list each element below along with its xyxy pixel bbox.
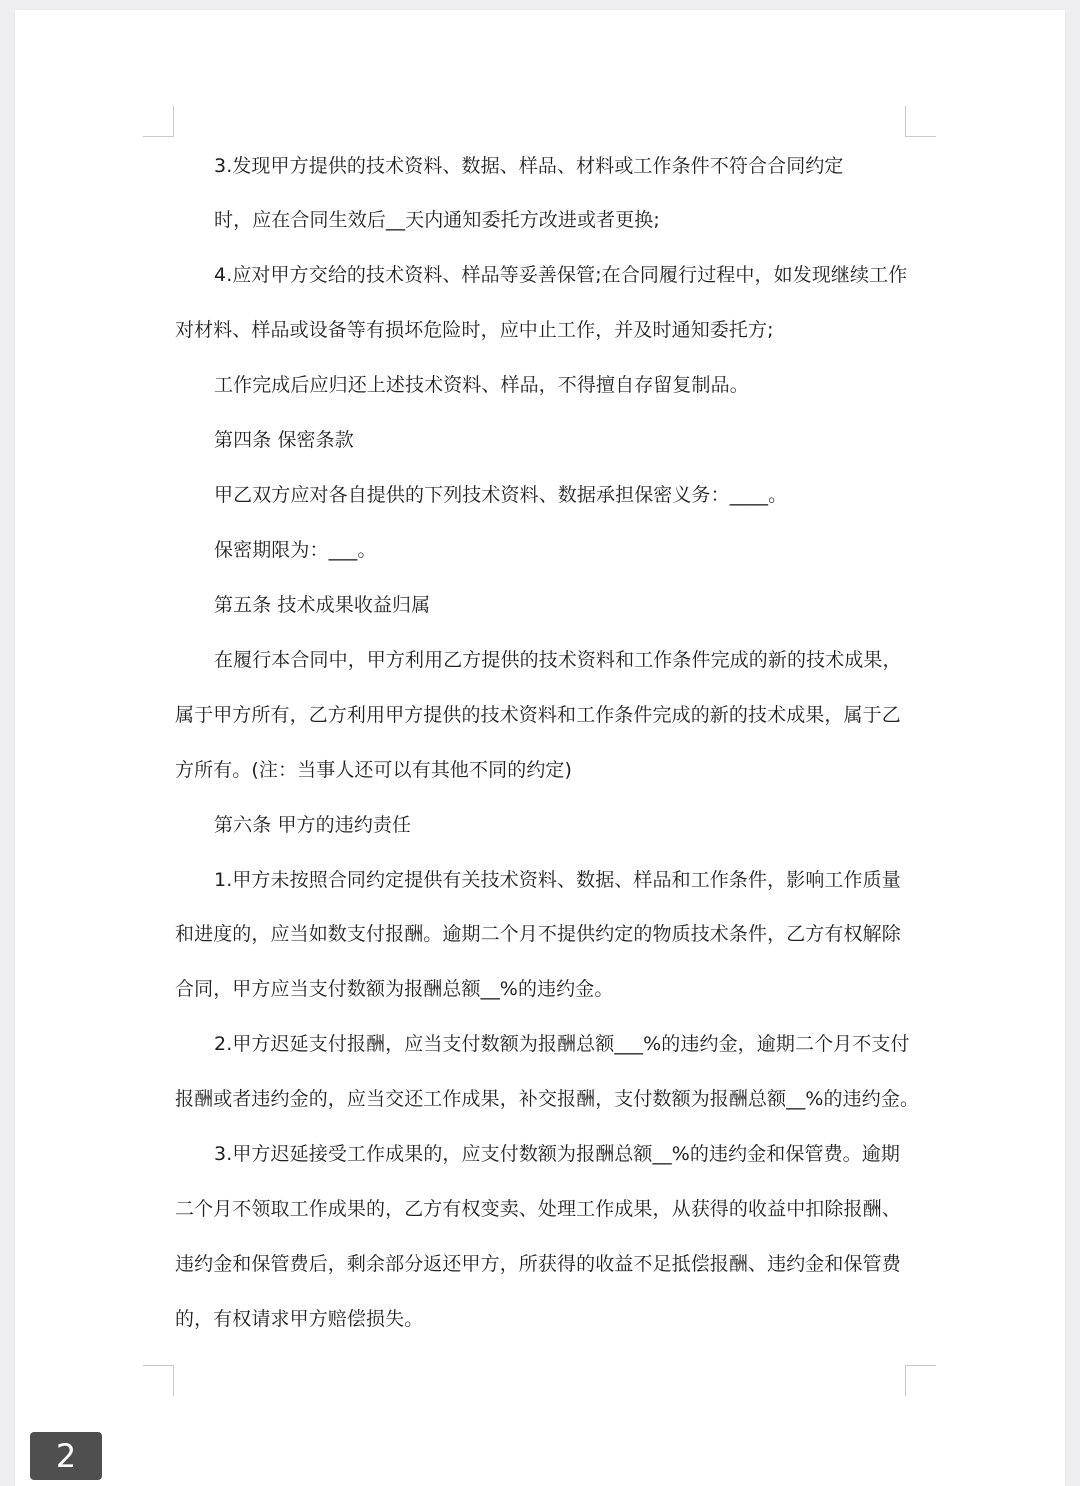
paragraph-line: 的，有权请求甲方赔偿损失。	[175, 1308, 424, 1330]
paragraph-line: 保密期限为：___。	[214, 539, 377, 561]
paragraph-line: 方所有。(注：当事人还可以有其他不同的约定)	[175, 759, 573, 781]
paragraph-line: 和进度的，应当如数支付报酬。逾期二个月不提供约定的物质技术条件，乙方有权解除	[175, 923, 901, 945]
page-margin-corner-top-left	[143, 106, 174, 137]
paragraph-line: 属于甲方所有，乙方利用甲方提供的技术资料和工作条件完成的新的技术成果，属于乙	[175, 704, 901, 726]
paragraph-line: 2.甲方迟延支付报酬，应当支付数额为报酬总额___%的违约金，逾期二个月不支付	[214, 1033, 910, 1055]
paragraph-line: 工作完成后应归还上述技术资料、样品，不得擅自存留复制品。	[214, 374, 749, 396]
paragraph-line: 4.应对甲方交给的技术资料、样品等妥善保管;在合同履行过程中，如发现继续工作	[214, 264, 908, 286]
paragraph-line: 合同，甲方应当支付数额为报酬总额__%的违约金。	[175, 978, 614, 1000]
paragraph-line: 1.甲方未按照合同约定提供有关技术资料、数据、样品和工作条件，影响工作质量	[214, 869, 901, 891]
paragraph-line: 违约金和保管费后，剩余部分返还甲方，所获得的收益不足抵偿报酬、违约金和保管费	[175, 1253, 901, 1275]
paragraph-line: 甲乙双方应对各自提供的下列技术资料、数据承担保密义务：____。	[214, 484, 788, 506]
page-margin-corner-bottom-left	[143, 1365, 174, 1396]
section-heading: 第四条 保密条款	[214, 429, 354, 451]
paragraph-line: 时，应在合同生效后__天内通知委托方改进或者更换;	[214, 209, 660, 231]
paragraph-line: 报酬或者违约金的，应当交还工作成果，补交报酬，支付数额为报酬总额__%的违约金。	[175, 1088, 920, 1110]
paragraph-line: 二个月不领取工作成果的，乙方有权变卖、处理工作成果，从获得的收益中扣除报酬、	[175, 1198, 901, 1220]
section-heading: 第六条 甲方的违约责任	[214, 814, 412, 836]
document-page	[15, 10, 1065, 1486]
paragraph-line: 3.发现甲方提供的技术资料、数据、样品、材料或工作条件不符合合同约定	[214, 155, 844, 177]
page-number-badge: 2	[30, 1432, 102, 1480]
paragraph-line: 3.甲方迟延接受工作成果的，应支付数额为报酬总额__%的违约金和保管费。逾期	[214, 1143, 900, 1165]
paragraph-line: 在履行本合同中，甲方利用乙方提供的技术资料和工作条件完成的新的技术成果，	[214, 649, 902, 671]
page-margin-corner-top-right	[905, 106, 936, 137]
section-heading: 第五条 技术成果收益归属	[214, 594, 431, 616]
page-margin-corner-bottom-right	[905, 1365, 936, 1396]
paragraph-line: 对材料、样品或设备等有损坏危险时，应中止工作，并及时通知委托方;	[175, 319, 774, 341]
